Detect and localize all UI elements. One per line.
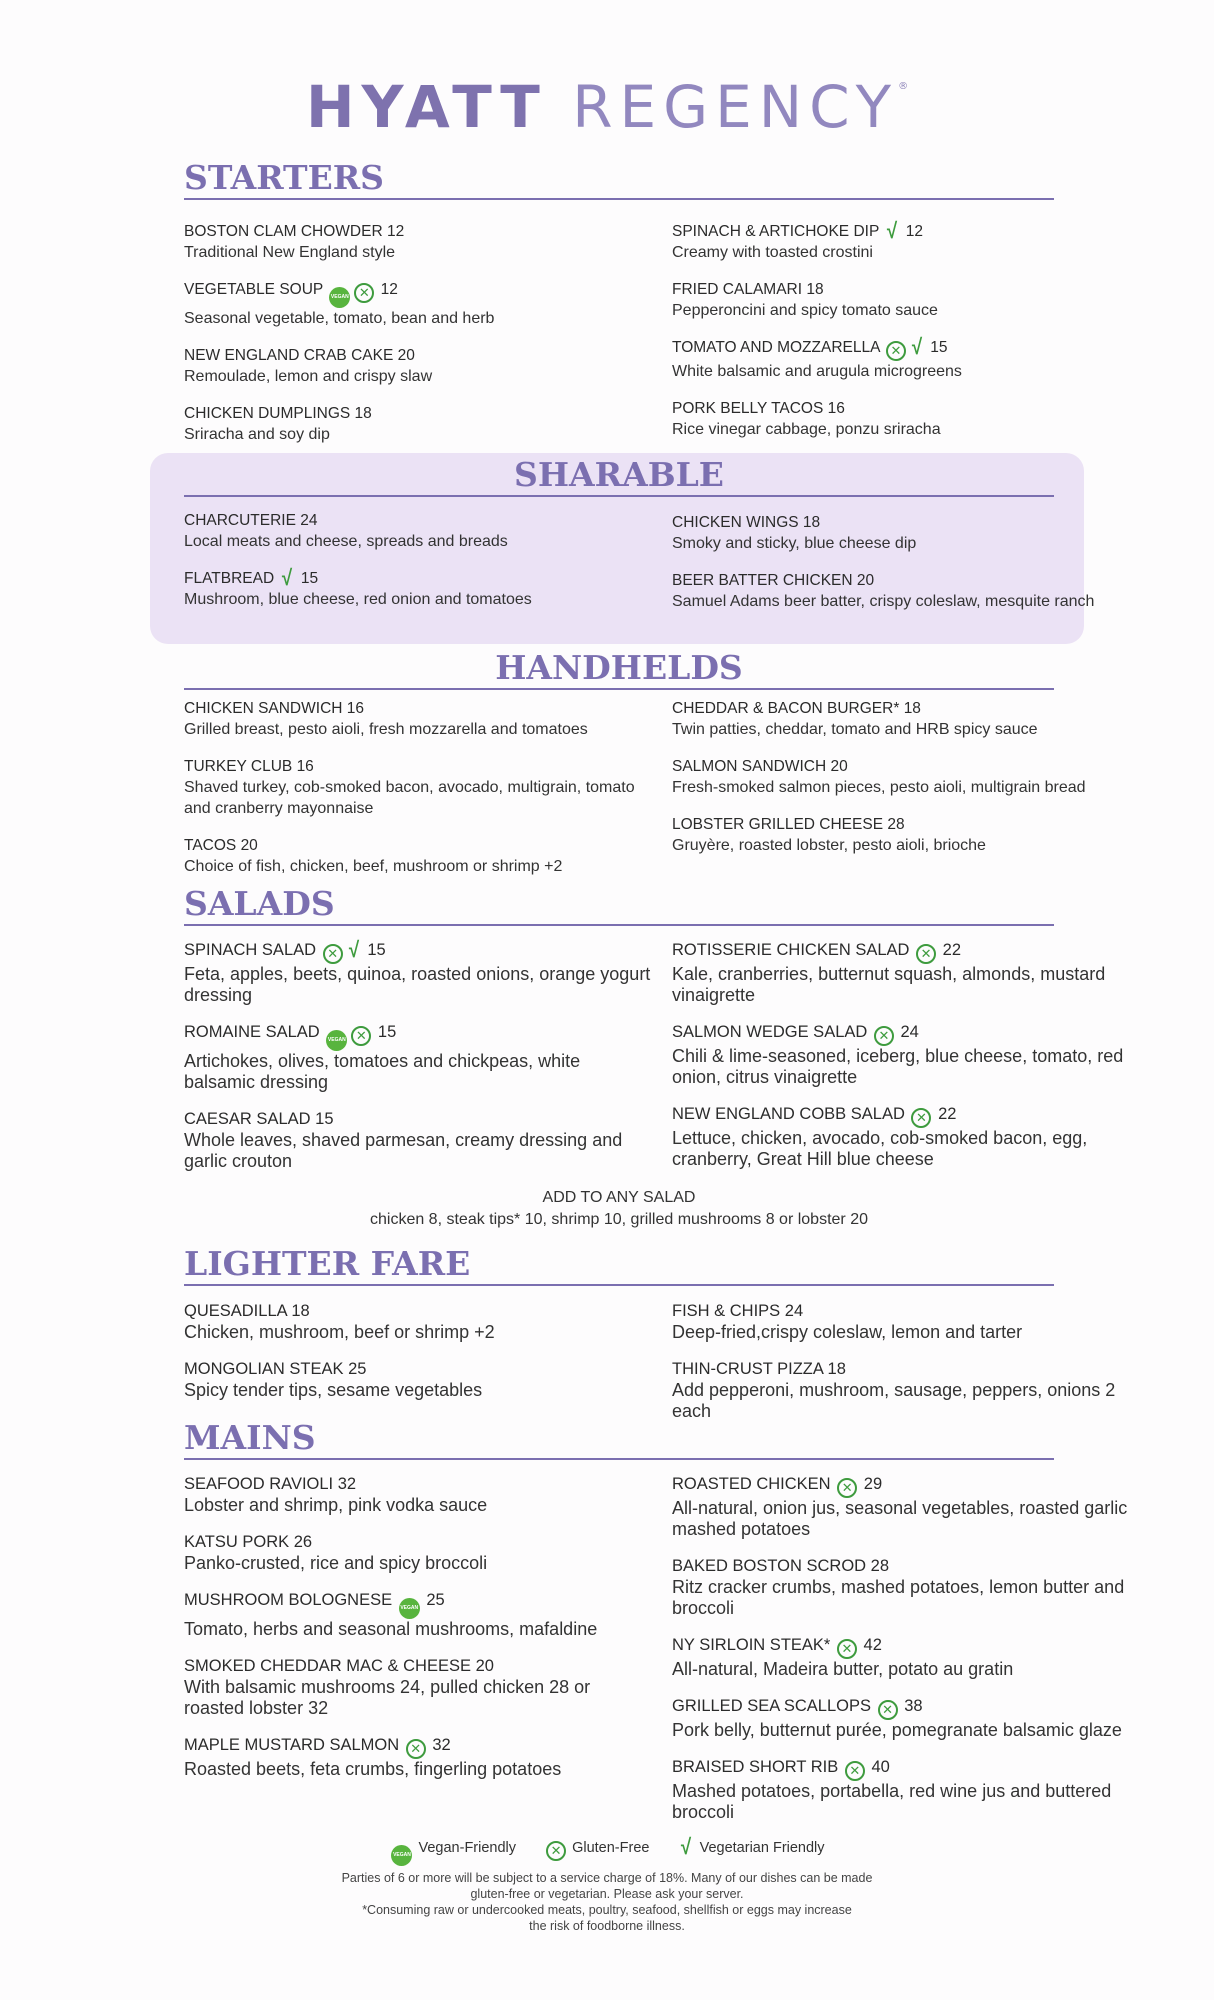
menu-item-price: 20 [240, 837, 258, 854]
menu-item-name: SEAFOOD RAVIOLI [184, 1475, 334, 1493]
brand-logo [0, 73, 1214, 141]
menu-item-description: Whole leaves, shaved parmesan, creamy dressing and garlic crouton [184, 1130, 623, 1171]
menu-item-price: 12 [380, 281, 398, 298]
menu-item-header [672, 940, 1142, 964]
menu-item-header [184, 1301, 654, 1322]
section-title: LIGHTER FARE [184, 1244, 471, 1283]
menu-item [184, 565, 654, 610]
menu-item-price: 15 [315, 1110, 334, 1128]
menu-item [184, 345, 654, 387]
menu-item-price: 20 [830, 758, 848, 775]
menu-item-price: 25 [426, 1591, 445, 1609]
vegetarian-icon: √ [681, 1834, 692, 1859]
menu-item-description: Twin patties, cheddar, tomato and HRB spicy sauce [672, 721, 1038, 738]
vegan-icon: VEGAN [391, 1845, 412, 1866]
menu-item-header [184, 1474, 654, 1495]
menu-item-name: ROASTED CHICKEN [672, 1475, 831, 1493]
menu-item-header [184, 1590, 654, 1619]
menu-item-name: THIN-CRUST PIZZA [672, 1360, 823, 1378]
menu-item-price: 12 [905, 223, 923, 240]
mains-right-column [672, 1474, 1142, 1839]
lighter-left-column [184, 1301, 654, 1417]
menu-item-description: Remoulade, lemon and crispy slaw [184, 368, 433, 385]
legend-vegetarian: √ Vegetarian Friendly [681, 1834, 825, 1859]
section-divider [184, 688, 1054, 690]
menu-item-name: ROMAINE SALAD [184, 1023, 320, 1041]
menu-item-description: Lobster and shrimp, pink vodka sauce [184, 1495, 488, 1515]
menu-item-description: Chili & lime-seasoned, iceberg, blue cheese, tomato, red onion, citrus vinaigrette [672, 1046, 1124, 1087]
mains-left-column [184, 1474, 654, 1796]
menu-item-header [672, 1359, 1142, 1380]
menu-item [672, 756, 1142, 798]
menu-item-price: 24 [900, 1023, 919, 1041]
menu-item [184, 403, 654, 445]
menu-item [672, 1635, 1142, 1680]
menu-item-description: Pork belly, butternut purée, pomegranate balsamic glaze [672, 1720, 1122, 1740]
menu-item-description: Samuel Adams beer batter, crispy coleslaw, mesquite ranch [672, 593, 1095, 610]
menu-item-header [184, 403, 654, 424]
menu-item-name: CHICKEN SANDWICH [184, 700, 343, 717]
addon-text: chicken 8, steak tips* 10, shrimp 10, grilled mushrooms 8 or lobster 20 [369, 1211, 868, 1228]
menu-item-description: Tomato, herbs and seasonal mushrooms, mafaldine [184, 1619, 598, 1639]
menu-item-price: 28 [887, 816, 905, 833]
handhelds-left-column [184, 698, 654, 893]
menu-item-header [672, 1635, 1142, 1659]
menu-item [184, 510, 654, 552]
menu-item-description: Roasted beets, feta crumbs, fingerling potatoes [184, 1759, 562, 1779]
menu-item-name: GRILLED SEA SCALLOPS [672, 1697, 872, 1715]
menu-item-name: LOBSTER GRILLED CHEESE [672, 816, 884, 833]
menu-item-description: White balsamic and arugula microgreens [672, 363, 962, 380]
menu-item-price: 22 [942, 941, 962, 959]
menu-item-price: 12 [386, 223, 405, 240]
menu-item-price: 15 [300, 570, 319, 587]
gluten-free-icon: ✕ [874, 1026, 894, 1046]
menu-item-description: Creamy with toasted crostini [672, 244, 873, 261]
menu-item-description: Artichokes, olives, tomatoes and chickpeas, white balsamic dressing [184, 1051, 581, 1092]
menu-item-name: SALMON WEDGE SALAD [672, 1023, 868, 1041]
menu-item-header [184, 221, 654, 242]
menu-item-price: 20 [397, 347, 415, 364]
section-lighter-fare [184, 1244, 1116, 1421]
menu-item-header [672, 279, 1142, 300]
section-divider [184, 495, 1054, 497]
menu-item-price: 18 [354, 405, 372, 422]
menu-item-header [184, 1359, 654, 1380]
menu-item-name: TOMATO AND MOZZARELLA [672, 339, 880, 356]
menu-item-price: 15 [367, 941, 386, 959]
menu-item-price: 32 [432, 1736, 451, 1754]
menu-item-header [672, 1757, 1142, 1781]
menu-item-description: Add pepperoni, mushroom, sausage, peppers, onions 2 each [672, 1380, 1116, 1421]
gluten-free-icon: ✕ [886, 341, 906, 361]
menu-item-name: BAKED BOSTON SCROD [672, 1557, 867, 1575]
section-handhelds [184, 648, 1086, 875]
menu-item-description: Grilled breast, pesto aioli, fresh mozzarella and tomatoes [184, 721, 588, 738]
gluten-free-icon: ✕ [878, 1700, 898, 1720]
menu-item-name: FLATBREAD [184, 570, 275, 587]
vegetarian-icon: √ [282, 565, 293, 590]
menu-item [184, 221, 654, 263]
menu-item [184, 698, 654, 740]
menu-item-header [672, 1696, 1142, 1720]
menu-item-name: CAESAR SALAD [184, 1110, 311, 1128]
menu-item-price: 16 [346, 700, 365, 717]
menu-item-name: CHICKEN DUMPLINGS [184, 405, 351, 422]
gluten-free-icon: ✕ [354, 283, 374, 303]
section-title: SHARABLE [514, 455, 724, 494]
menu-item-description: Shaved turkey, cob-smoked bacon, avocado, multigrain, tomato and cranberry mayonnaise [184, 779, 635, 817]
menu-item-header [184, 1735, 654, 1759]
menu-item [184, 756, 654, 819]
menu-item-price: 29 [863, 1475, 883, 1493]
menu-item-description: Chicken, mushroom, beef or shrimp +2 [184, 1322, 495, 1342]
menu-item [672, 1022, 1142, 1088]
menu-item-header [184, 1109, 654, 1130]
menu-item-header [672, 334, 1142, 361]
salads-right-column [672, 940, 1142, 1186]
menu-item-description: Gruyère, roasted lobster, pesto aioli, brioche [672, 837, 986, 854]
menu-item-price: 24 [784, 1302, 804, 1320]
menu-item [672, 1104, 1142, 1170]
section-title: STARTERS [184, 158, 384, 197]
gluten-free-icon: ✕ [546, 1841, 566, 1861]
dietary-legend [0, 1834, 1214, 1866]
menu-item [672, 940, 1142, 1006]
menu-item-name: TACOS [184, 837, 237, 854]
gluten-free-icon: ✕ [837, 1639, 857, 1659]
menu-item-price: 15 [930, 339, 948, 356]
menu-item-price: 18 [291, 1302, 310, 1320]
gluten-free-icon: ✕ [845, 1761, 865, 1781]
salads-left-column [184, 937, 654, 1188]
section-mains [184, 1418, 1128, 1822]
menu-item-header [184, 345, 654, 366]
menu-item-price: 18 [802, 514, 821, 531]
menu-item-header [184, 835, 654, 856]
menu-item-header [184, 1656, 654, 1677]
menu-item-name: KATSU PORK [184, 1533, 290, 1551]
menu-item-header [672, 756, 1142, 777]
menu-item-price: 18 [806, 281, 824, 298]
menu-item [184, 1022, 654, 1093]
menu-item [672, 1757, 1142, 1823]
menu-item-description: Choice of fish, chicken, beef, mushroom or shrimp +2 [184, 858, 563, 875]
menu-item-description: Mashed potatoes, portabella, red wine jus and buttered broccoli [672, 1781, 1112, 1822]
menu-item-description: Lettuce, chicken, avocado, cob-smoked bacon, egg, cranberry, Great Hill blue cheese [672, 1128, 1088, 1169]
menu-item-price: 16 [296, 758, 314, 775]
sharable-right-column [672, 512, 1142, 628]
vegetarian-icon: √ [887, 218, 898, 243]
menu-item-name: BOSTON CLAM CHOWDER [184, 223, 383, 240]
vegan-icon: VEGAN [326, 1030, 347, 1051]
menu-item-description: All-natural, Madeira butter, potato au gratin [672, 1659, 1014, 1679]
gluten-free-icon: ✕ [911, 1108, 931, 1128]
menu-item-header [184, 937, 654, 964]
menu-item [672, 1474, 1142, 1540]
section-starters [184, 158, 1054, 443]
menu-item [672, 334, 1142, 382]
menu-item-name: MAPLE MUSTARD SALMON [184, 1736, 400, 1754]
section-title: MAINS [184, 1418, 316, 1457]
menu-item-header [672, 512, 1142, 533]
menu-item-header [672, 1474, 1142, 1498]
brand-part1: HYATT [305, 73, 547, 141]
menu-item-description: Mushroom, blue cheese, red onion and tomatoes [184, 591, 532, 608]
legend-vegan: VEGAN Vegan-Friendly [389, 1840, 516, 1856]
menu-item-header [184, 510, 654, 531]
menu-item [184, 937, 654, 1006]
menu-item-name: SPINACH SALAD [184, 941, 317, 959]
menu-item-name: CHEDDAR & BACON BURGER* [672, 700, 900, 717]
menu-item [184, 279, 654, 329]
menu-item-price: 20 [856, 572, 875, 589]
menu-item-price: 18 [903, 700, 921, 717]
brand-part2: REGENCY [572, 73, 899, 141]
menu-item-price: 28 [870, 1557, 890, 1575]
menu-item-description: Seasonal vegetable, tomato, bean and herb [184, 310, 495, 327]
menu-item-header [672, 698, 1142, 719]
menu-item-description: Pepperoncini and spicy tomato sauce [672, 302, 938, 319]
menu-item-name: FISH & CHIPS [672, 1302, 781, 1320]
addon-title: ADD TO ANY SALAD [542, 1189, 696, 1206]
vegetarian-icon: √ [911, 334, 923, 359]
menu-item [184, 1109, 654, 1172]
handhelds-right-column [672, 698, 1142, 872]
menu-item-price: 42 [863, 1636, 882, 1654]
menu-item-name: SALMON SANDWICH [672, 758, 827, 775]
menu-item-price: 20 [475, 1657, 494, 1675]
menu-item-name: MONGOLIAN STEAK [184, 1360, 344, 1378]
menu-item-price: 18 [827, 1360, 846, 1378]
menu-item-name: ROTISSERIE CHICKEN SALAD [672, 941, 910, 959]
section-divider [184, 1284, 1054, 1286]
menu-item [184, 1359, 654, 1401]
menu-item-name: CHICKEN WINGS [672, 514, 799, 531]
menu-item-header [672, 218, 1142, 243]
menu-item-header [672, 570, 1142, 591]
menu-item [672, 570, 1142, 612]
vegetarian-icon: √ [348, 937, 359, 962]
menu-item-name: VEGETABLE SOUP [184, 281, 323, 298]
menu-item-description: Fresh-smoked salmon pieces, pesto aioli, multigrain bread [672, 779, 1086, 796]
menu-item-name: NEW ENGLAND COBB SALAD [672, 1105, 905, 1123]
menu-item-description: Deep-fried,crispy coleslaw, lemon and tarter [672, 1322, 1023, 1342]
menu-item [672, 1301, 1142, 1343]
menu-item-price: 40 [871, 1758, 890, 1776]
menu-item-description: Rice vinegar cabbage, ponzu sriracha [672, 421, 941, 438]
menu-item [672, 1556, 1142, 1619]
sharable-left-column [184, 510, 654, 626]
section-sharable [184, 455, 1095, 610]
menu-item-name: NY SIRLOIN STEAK* [672, 1636, 831, 1654]
menu-item [672, 814, 1142, 856]
menu-item [184, 1474, 654, 1516]
menu-item-price: 24 [300, 512, 318, 529]
menu-item-name: BEER BATTER CHICKEN [672, 572, 853, 589]
menu-item [184, 1301, 654, 1343]
menu-item-description: Smoky and sticky, blue cheese dip [672, 535, 917, 552]
menu-item-price: 22 [938, 1105, 957, 1123]
gluten-free-icon: ✕ [323, 944, 343, 964]
menu-item [672, 1696, 1142, 1741]
menu-item-name: QUESADILLA [184, 1302, 287, 1320]
menu-item-description: Traditional New England style [184, 244, 396, 261]
menu-item-description: With balsamic mushrooms 24, pulled chicken 28 or roasted lobster 32 [184, 1677, 591, 1718]
menu-item-header [184, 1022, 654, 1051]
menu-item [672, 1359, 1142, 1422]
menu-item-price: 16 [827, 400, 845, 417]
menu-item-name: MUSHROOM BOLOGNESE [184, 1591, 393, 1609]
menu-item [672, 218, 1142, 263]
menu-item [184, 1656, 654, 1719]
menu-item [672, 398, 1142, 440]
menu-item-name: BRAISED SHORT RIB [672, 1758, 839, 1776]
section-divider [184, 924, 1054, 926]
menu-item-price: 38 [904, 1697, 923, 1715]
section-salads [184, 884, 1124, 1171]
gluten-free-icon: ✕ [406, 1739, 426, 1759]
menu-item-description: Panko-crusted, rice and spicy broccoli [184, 1553, 488, 1573]
menu-item [672, 279, 1142, 321]
menu-item-description: Local meats and cheese, spreads and breads [184, 533, 508, 550]
menu-item-name: SPINACH & ARTICHOKE DIP [672, 223, 880, 240]
menu-item-description: Ritz cracker crumbs, mashed potatoes, lemon butter and broccoli [672, 1577, 1125, 1618]
section-divider [184, 198, 1054, 200]
registered-mark: ® [898, 81, 909, 92]
menu-item [184, 1590, 654, 1640]
menu-item-description: Feta, apples, beets, quinoa, roasted onions, orange yogurt dressing [184, 964, 651, 1005]
gluten-free-icon: ✕ [916, 944, 936, 964]
footnote: Parties of 6 or more will be subject to a service charge of 18%. Many of our dishes can be made gluten-free or vegetarian. Please ask your server. *Consuming raw or undercooked meats, poultry, seafood, shellfish or eggs may increase the risk of foodborne illness. [341, 1871, 873, 1933]
starters-right-column [672, 218, 1142, 456]
menu-item-header [672, 1022, 1142, 1046]
legend-gluten-free: ✕ Gluten-Free [544, 1840, 649, 1856]
menu-item-price: 26 [293, 1533, 313, 1551]
section-title: HANDHELDS [495, 648, 743, 687]
menu-item-name: CHARCUTERIE [184, 512, 296, 529]
menu-item-price: 15 [377, 1023, 397, 1041]
menu-item [184, 1735, 654, 1780]
vegan-icon: VEGAN [329, 287, 350, 308]
menu-item-header [672, 1104, 1142, 1128]
menu-item-description: Kale, cranberries, butternut squash, almonds, mustard vinaigrette [672, 964, 1106, 1005]
menu-item-header [184, 279, 654, 308]
menu-item-name: PORK BELLY TACOS [672, 400, 824, 417]
section-title: SALADS [184, 884, 335, 923]
menu-item-header [672, 814, 1142, 835]
menu-item-header [672, 1556, 1142, 1577]
starters-left-column [184, 221, 654, 461]
menu-item [184, 1532, 654, 1574]
menu-item-header [184, 565, 654, 590]
menu-item-description: Sriracha and soy dip [184, 426, 330, 443]
menu-item-price: 32 [337, 1475, 357, 1493]
section-divider [184, 1458, 1054, 1460]
menu-item [672, 512, 1142, 554]
menu-item-header [672, 1301, 1142, 1322]
salad-addons [184, 1187, 1054, 1231]
menu-item-name: FRIED CALAMARI [672, 281, 803, 298]
menu-item [184, 835, 654, 877]
menu-item-header [184, 756, 654, 777]
menu-item-name: NEW ENGLAND CRAB CAKE [184, 347, 394, 364]
vegan-icon: VEGAN [399, 1598, 420, 1619]
menu-item [672, 698, 1142, 740]
menu-item-header [184, 698, 654, 719]
menu-item-description: All-natural, onion jus, seasonal vegetables, roasted garlic mashed potatoes [672, 1498, 1128, 1539]
gluten-free-icon: ✕ [351, 1026, 371, 1046]
menu-item-name: TURKEY CLUB [184, 758, 293, 775]
menu-item-price: 25 [348, 1360, 367, 1378]
menu-item-name: SMOKED CHEDDAR MAC & CHEESE [184, 1657, 471, 1675]
menu-item-header [672, 398, 1142, 419]
gluten-free-icon: ✕ [837, 1478, 857, 1498]
menu-item-description: Spicy tender tips, sesame vegetables [184, 1380, 483, 1400]
menu-item-header [184, 1532, 654, 1553]
